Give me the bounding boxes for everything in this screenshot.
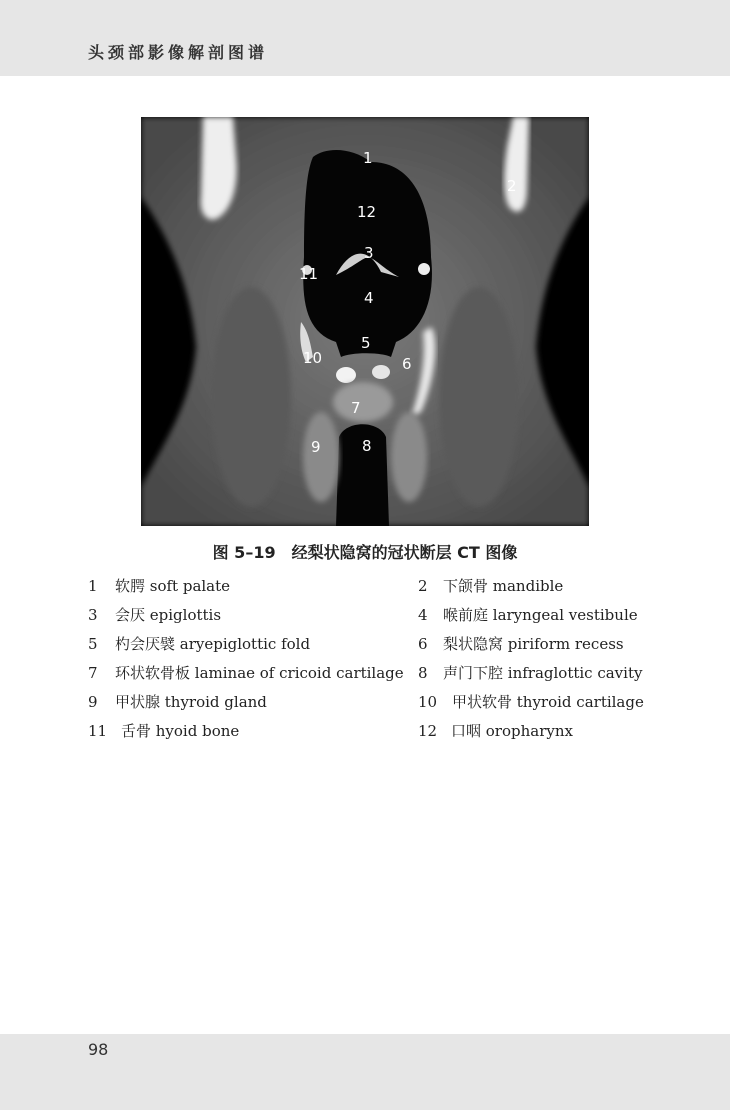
legend-item: 7 环状软骨板 laminae of cricoid cartilage <box>88 664 404 682</box>
ct-label-8: 8 <box>362 437 372 455</box>
page-footer <box>0 1034 730 1110</box>
legend-item: 10 甲状软骨 thyroid cartilage <box>418 693 644 711</box>
ct-label-7: 7 <box>351 399 361 417</box>
ct-label-9: 9 <box>311 438 321 456</box>
book-title: 头颈部影像解剖图谱 <box>88 43 269 62</box>
legend-item: 4 喉前庭 laryngeal vestibule <box>418 606 638 624</box>
ct-label-10: 10 <box>303 349 323 367</box>
page-number: 98 <box>88 1040 109 1059</box>
legend-item: 1 软腭 soft palate <box>88 577 231 595</box>
legend-item: 3 会厌 epiglottis <box>88 606 222 624</box>
ct-label-1: 1 <box>363 149 373 167</box>
ct-label-2: 2 <box>507 177 517 195</box>
ct-scan-drawing <box>141 117 589 526</box>
ct-label-5: 5 <box>361 334 371 352</box>
page-header <box>0 0 730 76</box>
ct-label-6: 6 <box>402 355 412 373</box>
legend-item: 9 甲状腺 thyroid gland <box>88 693 267 711</box>
legend-item: 8 声门下腔 infraglottic cavity <box>418 664 643 682</box>
ct-image <box>141 117 589 526</box>
legend-item: 12 口咽 oropharynx <box>418 722 573 740</box>
legend-item: 11 舌骨 hyoid bone <box>88 722 240 740</box>
ct-label-12: 12 <box>357 203 377 221</box>
ct-label-11: 11 <box>299 265 319 283</box>
legend-item: 6 梨状隐窝 piriform recess <box>418 635 624 653</box>
ct-label-3: 3 <box>364 244 374 262</box>
figure-caption: 图 5–19 经梨状隐窝的冠状断层 CT 图像 <box>212 543 518 562</box>
legend-item: 5 杓会厌襞 aryepiglottic fold <box>88 635 311 653</box>
legend-item: 2 下颌骨 mandible <box>418 577 564 595</box>
ct-label-4: 4 <box>364 289 374 307</box>
